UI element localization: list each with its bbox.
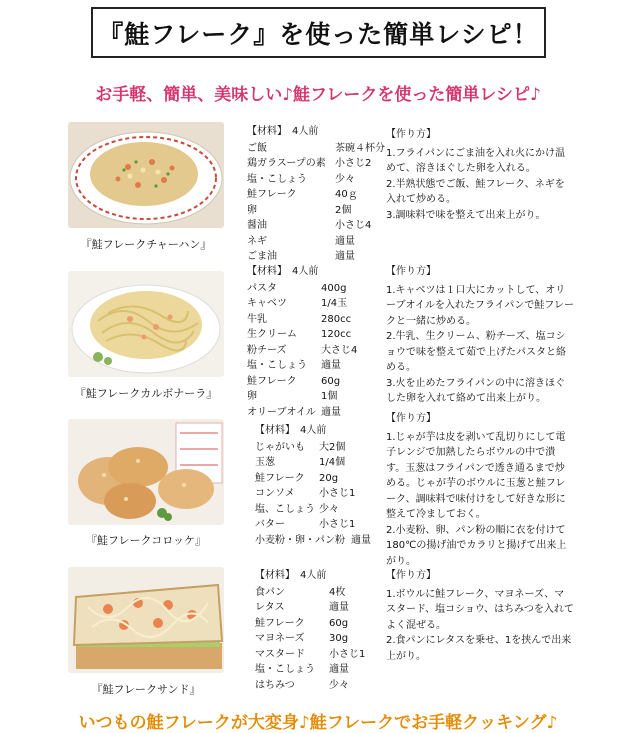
page-footer: いつもの鮭フレークが大変身♪鮭フレークでお手軽クッキング♪ xyxy=(78,713,558,733)
ingredient-row: オリーブオイル 適量 xyxy=(247,406,341,418)
ingredient-row: 牛乳 280cc xyxy=(247,313,352,325)
ingredient-row: 粉チーズ 大さじ4 xyxy=(247,344,358,356)
page-subtitle: お手軽、簡単、美味しい♪鮭フレークを使った簡単レシピ♪ xyxy=(95,85,541,105)
ingredient-row: マヨネーズ 30g xyxy=(255,633,349,644)
step-text: 1.ボウルに鮭フレーク、マヨネーズ、マスタード、塩コショウ、はちみつを入れてよく混ぜる。 xyxy=(386,588,574,631)
ingredient-row: 塩、こしょう 少々 xyxy=(255,503,339,515)
ingredient-row: ご飯 茶碗４杯分 xyxy=(247,142,385,154)
ingredient-row: じゃがいも 大2個 xyxy=(255,441,346,453)
step-text: 3.調味料で味を整えて出来上がり。 xyxy=(386,209,546,221)
ingredient-row: 鮭フレーク 60g xyxy=(247,375,341,387)
step-text: 2.半熟状態でご飯、鮭フレーク、ネギを入れて炒める。 xyxy=(386,178,565,205)
ingredient-row: 生クリーム 120cc xyxy=(247,329,352,340)
recipe-caption: 『鮭フレークコロッケ』 xyxy=(85,534,207,547)
step-text: 1.フライパンにごま油を入れ火にかけ温めて、溶きほぐした卵を入れる。 xyxy=(386,147,566,174)
ingredients-list xyxy=(247,264,357,420)
ingredient-row: 鶏ガラスープの素 小さじ2 xyxy=(247,158,372,169)
steps-header: 【作り方】 xyxy=(386,570,436,581)
ingredient-row: 鮭フレーク 60g xyxy=(255,617,349,629)
recipe-caption: 『鮭フレークカルボナーラ』 xyxy=(74,387,218,400)
ingredient-row: 小麦粉・卵・パン粉 適量 xyxy=(255,534,371,546)
step-text: 2.小麦粉、卵、パン粉の順に衣を付けて180℃の揚げ油でカラリと揚げて出来上がり。 xyxy=(386,524,567,567)
ingredient-row: 塩・こしょう 適量 xyxy=(247,360,341,371)
ingredient-row: 卵 1個 xyxy=(247,391,338,402)
ingredient-row: 塩・こしょう 少々 xyxy=(247,173,355,185)
sandwich-photo xyxy=(68,567,224,673)
steps-header: 【作り方】 xyxy=(386,266,436,277)
croquette-photo xyxy=(68,419,224,525)
ingredient-row: ネギ 適量 xyxy=(247,235,355,247)
steps-block xyxy=(386,127,574,223)
ingredient-row: 鮭フレーク 20g xyxy=(255,472,339,484)
step-text: 1.じゃが芋は皮を剥いて乱切りにして電子レンジで加熱したらボウルの中で潰す。玉葱はフライパンで透き通るまで炒める。じゃが芋のボウルに玉葱と鮭フレーク、調味料で味付けをして好きな形に整えて冷ましておく。 xyxy=(386,431,566,520)
ingredient-row: パスタ 400g xyxy=(247,282,347,294)
step-text: 3.火を止めたフライパンの中に溶きほぐした卵を入れて絡めて出来上がり。 xyxy=(386,377,566,404)
ingredient-row: 卵 2個 xyxy=(247,204,352,216)
steps-block xyxy=(386,264,574,407)
ingredients-header: 【材料】 4人前 xyxy=(247,266,319,277)
ingredient-row: バター 小さじ1 xyxy=(255,519,356,530)
ingredient-row: コンソメ 小さじ1 xyxy=(255,488,356,499)
ingredients-header: 【材料】 4人前 xyxy=(247,126,319,137)
steps-header: 【作り方】 xyxy=(386,413,436,424)
ingredients-list xyxy=(247,124,385,265)
ingredients-header: 【材料】 4人前 xyxy=(255,570,327,581)
ingredients-list xyxy=(255,423,371,548)
step-text: 2.牛乳、生クリーム、粉チーズ、塩コショウで味を整えて茹で上げたパスタと絡める。 xyxy=(386,331,566,373)
page-title: 『鮭フレーク』を使った簡単レシピ！ xyxy=(91,7,546,58)
ingredient-row: はちみつ 少々 xyxy=(255,679,349,691)
carbonara-photo xyxy=(68,271,224,377)
steps-block xyxy=(386,411,574,569)
ingredient-row: 塩・こしょう 適量 xyxy=(255,664,349,675)
ingredient-row: 玉葱 1/4個 xyxy=(255,457,346,468)
ingredient-row: 鮭フレーク 40ｇ xyxy=(247,189,358,200)
step-text: 2.食パンにレタスを乗せ、1を挟んで出来上がり。 xyxy=(386,635,572,662)
ingredients-header: 【材料】 4人前 xyxy=(255,425,327,436)
ingredient-row: レタス 適量 xyxy=(255,602,349,613)
fried-rice-photo xyxy=(68,122,224,228)
ingredient-row: 食パン 4枚 xyxy=(255,586,346,598)
ingredient-row: キャベツ 1/4玉 xyxy=(247,298,348,309)
steps-block xyxy=(386,568,574,664)
ingredient-row: 醤油 小さじ4 xyxy=(247,220,372,231)
step-text: 1.キャベツは１口大にカットして、オリーブオイルを入れたフライパンで鮭フレークと一緒に炒める。 xyxy=(386,284,574,327)
recipe-caption: 『鮭フレークサンド』 xyxy=(91,683,201,696)
steps-header: 【作り方】 xyxy=(386,129,436,140)
ingredients-list xyxy=(255,568,365,693)
recipe-caption: 『鮭フレークチャーハン』 xyxy=(80,238,212,251)
ingredient-row: ごま油 適量 xyxy=(247,251,355,262)
ingredient-row: マスタード 小さじ1 xyxy=(255,648,366,660)
